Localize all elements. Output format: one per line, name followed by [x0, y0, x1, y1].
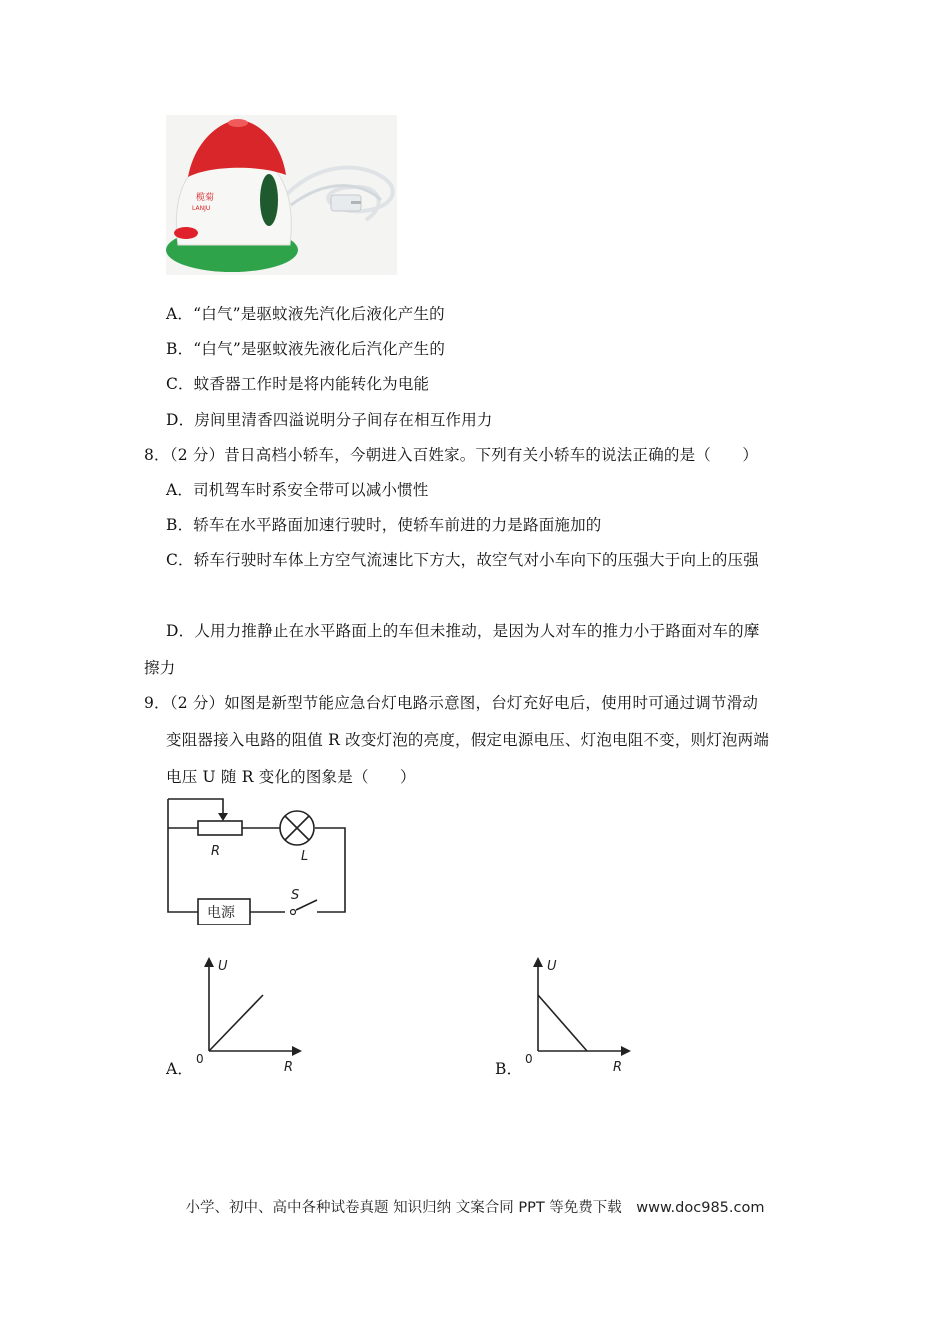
q9-option-b-label: B． — [495, 1060, 523, 1078]
resistor-label: R — [211, 844, 221, 859]
q8-option-b: B．轿车在水平路面加速行驶时，使轿车前进的力是路面施加的 — [166, 516, 602, 534]
graph-a-x-label: R — [284, 1060, 294, 1075]
svg-text:LANJU: LANJU — [192, 205, 211, 212]
graph-b-x-label: R — [613, 1060, 623, 1075]
q7-option-c: C．蚊香器工作时是将内能转化为电能 — [166, 375, 430, 393]
graph-b-y-label: U — [547, 959, 557, 974]
page-footer: 小学、初中、高中各种试卷真题 知识归纳 文案合同 PPT 等免费下载 www.doc985.com — [185, 1200, 765, 1216]
svg-text:榄菊: 榄菊 — [196, 193, 215, 203]
q8-option-c: C．轿车行驶时车体上方空气流速比下方大，故空气对小车向下的压强大于向上的压强 — [166, 551, 759, 569]
circuit-diagram — [160, 795, 355, 925]
q8-option-d-continued: 擦力 — [144, 659, 176, 677]
q9-stem-line-2: 变阻器接入电路的阻值 R 改变灯泡的亮度，假定电源电压、灯泡电阻不变，则灯泡两端 — [166, 731, 770, 749]
q9-stem-line-1: 9．（2 分）如图是新型节能应急台灯电路示意图，台灯充好电后，使用时可通过调节滑动 — [144, 694, 759, 712]
q9-option-a-label: A． — [166, 1060, 194, 1078]
graph-a-y-label: U — [218, 959, 228, 974]
mosquito-repellent-heater-image — [166, 115, 397, 275]
switch-label: S — [291, 888, 300, 903]
graph-a-origin: 0 — [196, 1052, 204, 1066]
q7-option-b: B．“白气”是驱蚊液先液化后汽化产生的 — [166, 340, 446, 358]
power-source-label: 电源 — [207, 905, 235, 921]
graph-b — [519, 955, 634, 1075]
q9-stem-line-3: 电压 U 随 R 变化的图象是（ ） — [166, 768, 416, 786]
q7-option-a: A．“白气”是驱蚊液先汽化后液化产生的 — [166, 305, 445, 323]
graph-b-origin: 0 — [525, 1052, 533, 1066]
graph-b-falling-line — [538, 995, 587, 1051]
graph-a — [190, 955, 305, 1075]
q8-option-d: D．人用力推静止在水平路面上的车但未推动，是因为人对车的推力小于路面对车的摩 — [166, 622, 760, 640]
q8-stem: 8．（2 分）昔日高档小轿车，今朝进入百姓家。下列有关小轿车的说法正确的是（ ） — [144, 446, 759, 464]
q8-option-a: A．司机驾车时系安全带可以减小惯性 — [166, 481, 429, 499]
lamp-label: L — [301, 849, 309, 864]
q7-option-d: D．房间里清香四溢说明分子间存在相互作用力 — [166, 411, 493, 429]
graph-a-rising-line — [209, 995, 263, 1051]
